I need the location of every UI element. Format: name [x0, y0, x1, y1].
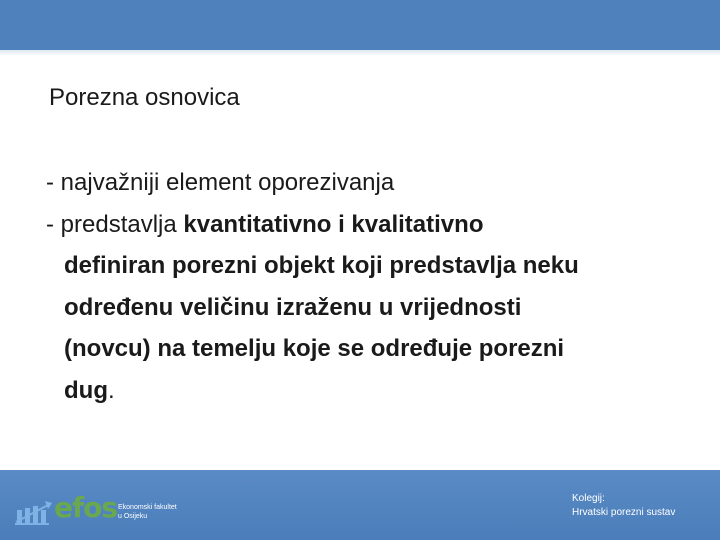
logo-subtitle-line-1: Ekonomski fakultet — [118, 504, 177, 511]
bullet-1: - najvažniji element oporezivanja — [46, 169, 395, 196]
bullet-2-bold-5: dug — [64, 376, 108, 404]
header-bar — [0, 0, 720, 50]
logo-subtitle-line-2: u Osijeku — [118, 513, 148, 520]
header-shadow — [0, 50, 720, 56]
logo-columns-icon — [14, 496, 56, 526]
efos-logo — [14, 490, 194, 530]
logo-wordmark: efos — [54, 491, 118, 524]
slide-title: Porezna osnovica — [49, 84, 240, 111]
bullet-2-prefix: - predstavlja — [46, 210, 184, 238]
course-name: Hrvatski porezni sustav — [572, 507, 676, 518]
slide-body — [46, 162, 686, 411]
bullet-2-bold-1: kvantitativno i kvalitativno — [183, 210, 484, 238]
course-label: Kolegij: — [572, 493, 605, 504]
course-info — [572, 492, 675, 520]
logo-subtitle — [118, 503, 177, 521]
bullet-2-line-5 — [46, 370, 686, 412]
bullet-2-end: . — [107, 376, 115, 404]
bullet-2-line-1 — [46, 204, 686, 246]
bullet-2-line-4: (novcu) na temelju koje se određuje porezni — [64, 335, 565, 362]
footer-bar — [0, 470, 720, 540]
bullet-2-line-2: definiran porezni objekt koji predstavlja neku — [64, 252, 579, 279]
bullet-2-line-3: određenu veličinu izraženu u vrijednosti — [64, 293, 522, 321]
